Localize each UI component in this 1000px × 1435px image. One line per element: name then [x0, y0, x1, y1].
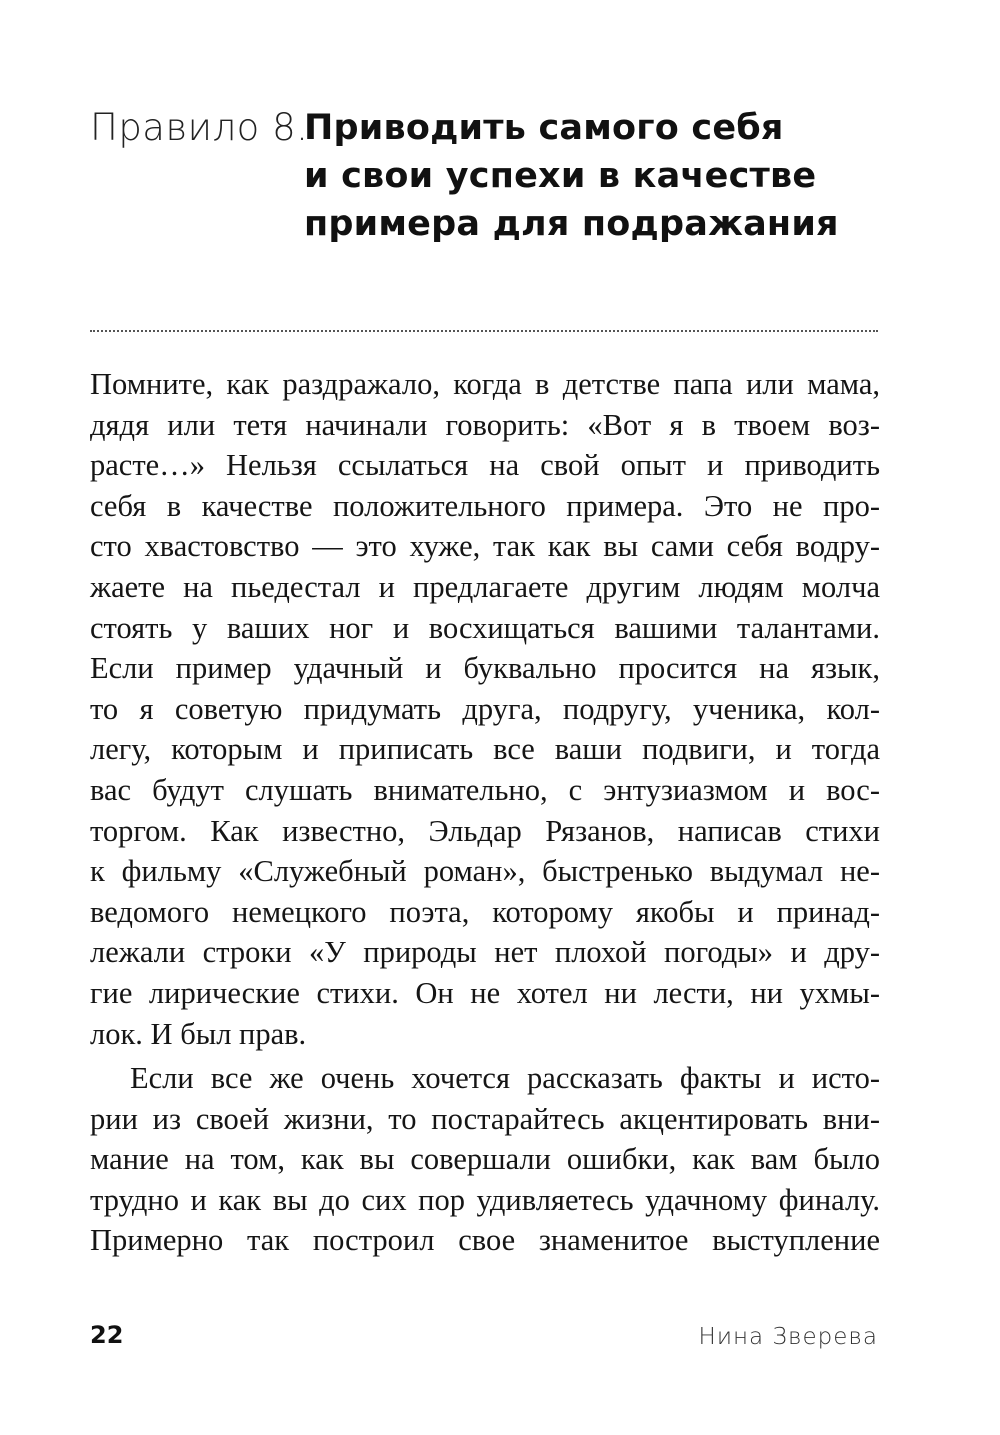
text-line: сто хвастовство — это хуже, так как вы сами себя водру- — [90, 529, 880, 564]
paragraph-2 — [90, 1058, 880, 1261]
text-line: ведомого немецкого поэта, которому якобы и принад- — [90, 894, 880, 929]
rule-number: Правило 8. — [90, 106, 309, 149]
rule-title-line: и свои успехи в качестве — [304, 156, 817, 196]
text-line: лок. И был прав. — [90, 1016, 307, 1051]
text-line: лежали строки «У природы нет плохой погоды» и дру- — [90, 935, 880, 970]
rule-title-line: примера для подражания — [304, 204, 839, 244]
text-line: себя в качестве положительного примера. Это не про- — [90, 488, 880, 523]
text-line: рии из своей жизни, то постарайтесь акцентировать вни- — [90, 1101, 880, 1136]
page-number: 22 — [90, 1321, 124, 1349]
rule-title — [304, 104, 864, 248]
body-text — [90, 364, 880, 1261]
text-line: торгом. Как известно, Эльдар Рязанов, написав стихи — [90, 813, 880, 848]
text-line: Если пример удачный и буквально просится на язык, — [90, 651, 880, 686]
text-line: расте…» Нельзя ссылаться на свой опыт и приводить — [90, 448, 880, 483]
paragraph-1 — [90, 364, 880, 1054]
text-line: трудно и как вы до сих пор удивляетесь удачному финалу. — [90, 1182, 880, 1217]
running-footer-author: Нина Зверева — [698, 1324, 878, 1350]
text-line: стоять у ваших ног и восхищаться вашими талантами. — [90, 610, 880, 645]
text-line: к фильму «Служебный роман», быстренько выдумал не- — [90, 854, 880, 889]
dotted-divider — [90, 330, 878, 332]
text-line: гие лирические стихи. Он не хотел ни лести, ни ухмы- — [90, 975, 880, 1010]
text-line: легу, которым и приписать все ваши подвиги, и тогда — [90, 732, 880, 767]
text-line: Если все же очень хочется рассказать факты и исто- — [130, 1061, 880, 1096]
text-line: Примерно так построил свое знаменитое выступление — [90, 1223, 880, 1258]
rule-title-line: Приводить самого себя — [304, 108, 784, 148]
text-line: вас будут слушать внимательно, с энтузиазмом и вос- — [90, 772, 880, 807]
text-line: дядя или тетя начинали говорить: «Вот я в твоем воз- — [90, 407, 880, 442]
text-line: мание на том, как вы совершали ошибки, как вам было — [90, 1142, 880, 1177]
text-line: жаете на пьедестал и предлагаете другим людям молча — [90, 569, 880, 604]
text-line: то я советую придумать друга, подругу, ученика, кол- — [90, 691, 880, 726]
text-line: Помните, как раздражало, когда в детстве папа или мама, — [90, 367, 880, 401]
